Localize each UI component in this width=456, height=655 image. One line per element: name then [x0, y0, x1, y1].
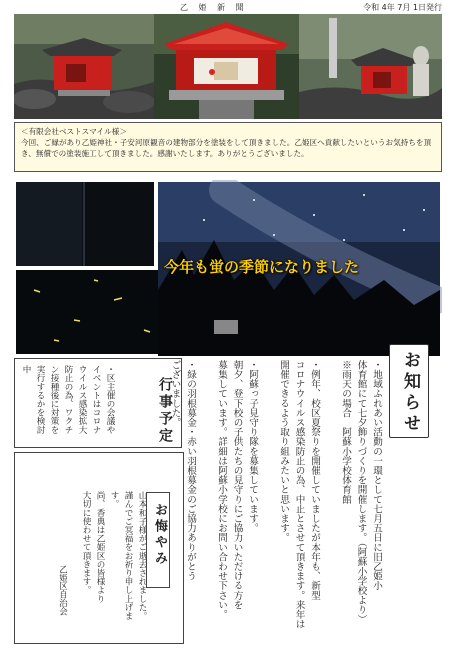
events-title: 行事予定	[157, 377, 173, 445]
oshirase-line: 募集しています。詳細は阿蘇小学校にお問い合わせ下さい。	[216, 360, 227, 620]
thanks-notice	[14, 122, 442, 172]
oshirase-line: ございました。	[169, 360, 181, 428]
oshirase-line: ※雨天の場合 阿蘇小学校体育館	[340, 360, 351, 504]
events-box	[14, 358, 182, 448]
thanks-title: ＜有限会社ベストスマイル様＞	[21, 127, 127, 136]
condolence-line: 謹んでご冥福をお祈り申し上げます。	[109, 491, 133, 620]
condolence-line: 山本和子様がご逝去されました。	[137, 491, 147, 620]
oshirase-line: 朝夕、登下校の子供たちの見守りにご協力いただける方を	[231, 360, 243, 610]
oshirase-title: お知らせ	[400, 351, 420, 435]
events-line: イベントはコロナ	[91, 365, 101, 434]
newspaper-header	[0, 0, 456, 14]
oshirase-line: ・緑の羽根募金・赤い羽根募金のご協力ありがとう	[185, 360, 196, 581]
events-line: 防止の為、ワクチ	[63, 365, 73, 434]
oshirase-line	[322, 360, 338, 640]
thanks-body: 今回、ご縁があり乙姫神社・子安河原観音の建物部分を塗装をして頂きました。乙姫区へ貢献したいというお気持ちを頂き、無償での塗装施工して頂きました。感謝いたします。ありがとうございました。	[21, 138, 432, 158]
shrine-photo-3	[299, 14, 442, 119]
newspaper-name: 乙 姫 新 聞	[180, 3, 248, 12]
events-line: ウイルス感染拡大	[77, 365, 87, 434]
condolence-body	[79, 491, 149, 621]
events-line: 実行するかを検討	[35, 365, 45, 434]
firefly-headline: 今年も蛍の季節になりました	[164, 258, 360, 276]
oshirase-line: コロナウイルス感染防止の為、中止とさせて頂きます。来年は	[293, 360, 305, 629]
condolence-line: 大切に使わせて頂きます。	[81, 491, 91, 595]
oshirase-line: 開催できるよう取り組みたいと思います。	[278, 360, 289, 543]
issue-date: 令和 4年 7月 1日発行	[363, 3, 442, 12]
oshirase-line: ・阿蘇っ子見守り隊を募集しています。	[247, 360, 258, 533]
oshirase-line: ・例年、校区夏祭りを開催していましたが本年も、新型	[309, 360, 320, 600]
shrine-photo-strip	[14, 14, 442, 119]
oshirase-title-box	[389, 344, 429, 438]
condolence-title-box	[146, 492, 170, 588]
condolence-line: 尚、香典は乙姫区の皆様より	[95, 491, 105, 603]
oshirase-line	[198, 360, 214, 640]
shrine-photo-2	[154, 14, 299, 119]
events-body	[19, 365, 117, 443]
shrine-photo-1	[14, 14, 154, 119]
oshirase-line: ・地域ふれあい活動の一環として七月五日に旧乙姫小	[371, 360, 382, 591]
events-line: 中	[21, 365, 31, 374]
oshirase-line	[260, 360, 276, 640]
events-line: ン接種後に対策を	[49, 365, 59, 434]
oshirase-body	[169, 360, 384, 640]
condolence-signature: 乙姫区自治会	[58, 565, 69, 616]
oshirase-line: 体育館にて七夕飾りづくりを開催します。（阿蘇小学校より）	[355, 360, 367, 624]
events-line: ・区主催の会議や	[105, 365, 115, 434]
condolence-title: お悔やみ	[152, 503, 167, 567]
